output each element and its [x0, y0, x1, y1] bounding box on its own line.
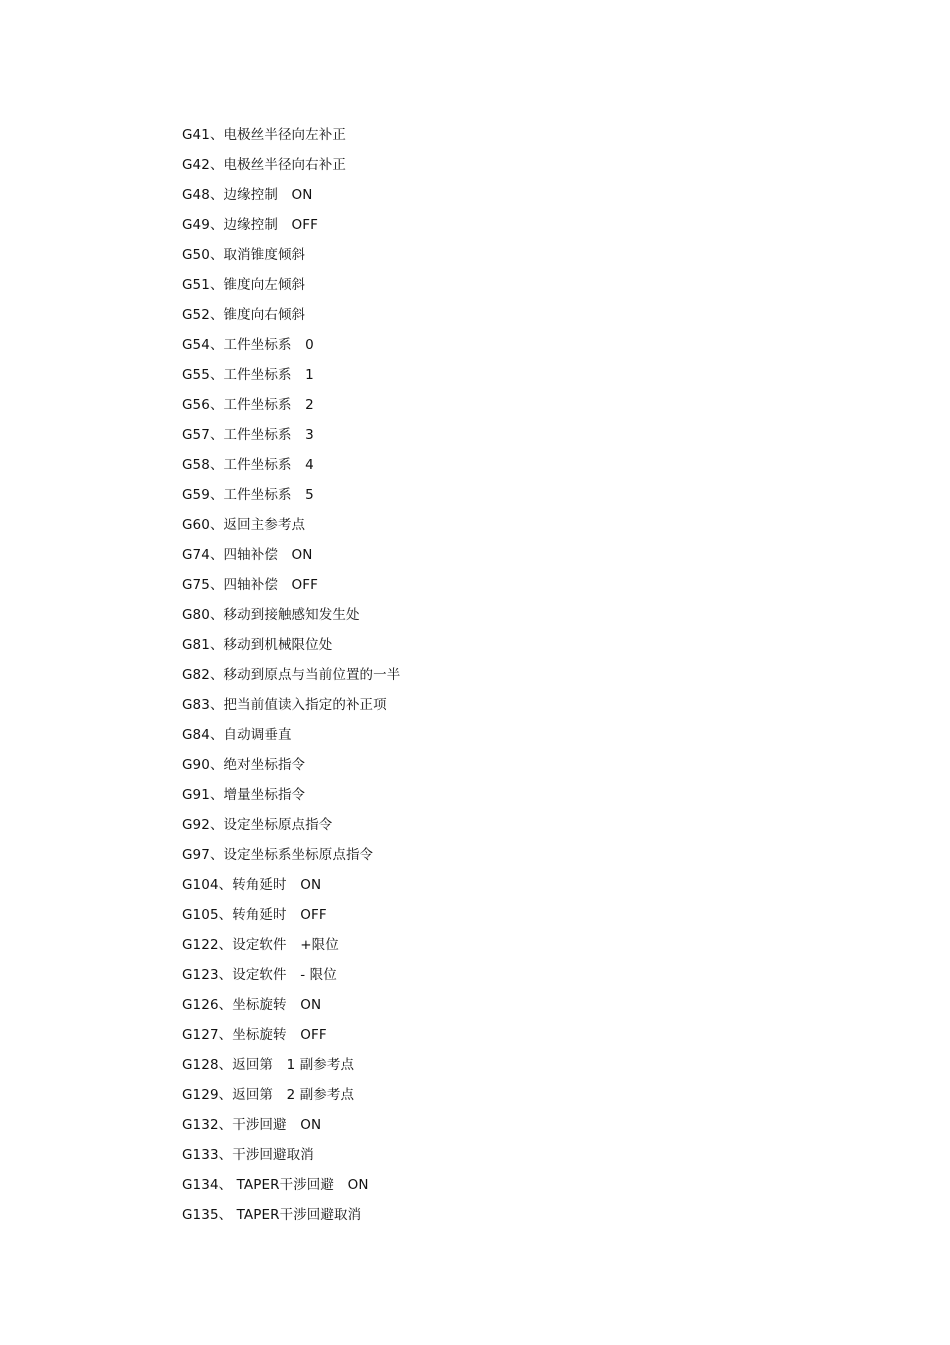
list-item: G50、取消锥度倾斜	[182, 247, 306, 263]
list-item: G133、干涉回避取消	[182, 1147, 314, 1163]
list-item: G81、移动到机械限位处	[182, 637, 333, 653]
list-item: G92、设定坐标原点指令	[182, 817, 333, 833]
list-item: G41、电极丝半径向左补正	[182, 127, 346, 143]
list-item: G90、绝对坐标指令	[182, 757, 306, 773]
list-item: G97、设定坐标系坐标原点指令	[182, 847, 374, 863]
list-item: G129、返回第 2 副参考点	[182, 1087, 355, 1103]
list-item: G82、移动到原点与当前位置的一半	[182, 667, 401, 683]
list-item: G80、移动到接触感知发生处	[182, 607, 360, 623]
list-item: G134、 TAPER干涉回避 ON	[182, 1177, 369, 1193]
list-item: G105、转角延时 OFF	[182, 907, 327, 923]
list-item: G54、工件坐标系 0	[182, 337, 314, 353]
list-item: G74、四轴补偿 ON	[182, 547, 313, 563]
list-item: G51、锥度向左倾斜	[182, 277, 306, 293]
list-item: G48、边缘控制 ON	[182, 187, 313, 203]
list-item: G128、返回第 1 副参考点	[182, 1057, 355, 1073]
list-item: G123、设定软件 - 限位	[182, 967, 337, 983]
list-item: G104、转角延时 ON	[182, 877, 322, 893]
list-item: G132、干涉回避 ON	[182, 1117, 322, 1133]
list-item: G55、工件坐标系 1	[182, 367, 314, 383]
list-item: G126、坐标旋转 ON	[182, 997, 322, 1013]
list-item: G60、返回主参考点	[182, 517, 306, 533]
list-item: G75、四轴补偿 OFF	[182, 577, 318, 593]
list-item: G84、自动调垂直	[182, 727, 292, 743]
list-item: G91、增量坐标指令	[182, 787, 306, 803]
list-item: G83、把当前值读入指定的补正项	[182, 697, 387, 713]
list-item: G58、工件坐标系 4	[182, 457, 314, 473]
list-item: G56、工件坐标系 2	[182, 397, 314, 413]
list-item: G135、 TAPER干涉回避取消	[182, 1207, 362, 1223]
list-item: G49、边缘控制 OFF	[182, 217, 318, 233]
list-item: G42、电极丝半径向右补正	[182, 157, 346, 173]
list-item: G122、设定软件 +限位	[182, 937, 339, 953]
g-code-list	[182, 124, 400, 1234]
list-item: G52、锥度向右倾斜	[182, 307, 306, 323]
list-item: G59、工件坐标系 5	[182, 487, 314, 503]
list-item: G127、坐标旋转 OFF	[182, 1027, 327, 1043]
list-item: G57、工件坐标系 3	[182, 427, 314, 443]
